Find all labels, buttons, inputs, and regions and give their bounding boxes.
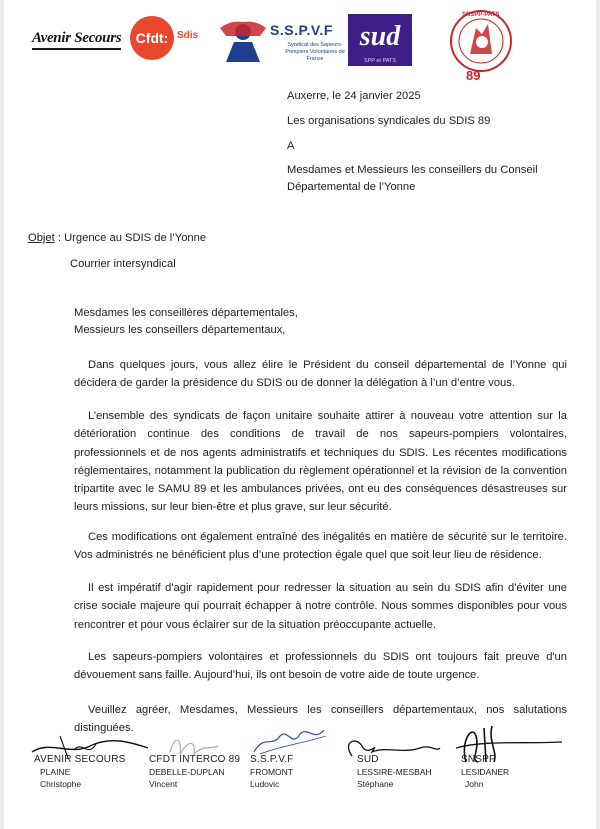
signature-block-sud <box>357 754 432 790</box>
snspp-number: 89 <box>466 68 481 83</box>
sspvf-logo: S.S.P.V.F <box>270 22 333 38</box>
closing-formula: Veuillez agréer, Mesdames, Messieurs les conseillers départementaux, nos salutations distinguées. <box>74 704 567 735</box>
signature-block-avenir <box>34 754 126 790</box>
body-paragraph-3: Ces modifications ont également entraîné des inégalités en matière de sécurité sur le territoire. Vos administrés ne bénéficient plus d’une protection égale quel que soit leur lieu de résidence. <box>74 531 567 562</box>
subject-subtitle: Courrier intersyndical <box>70 258 176 270</box>
body-paragraph-2: L’ensemble des syndicats de façon unitaire souhaite attirer à nouveau votre attention sur la détérioration continue des conditions de travail de nos sapeurs-pompiers volontaires, professionnels et de nos agents administratifs et techniques du SDIS. Les récentes modifications réglementaires, notamment la publication du règlement opérationnel et la révision de la convention tripartite avec le SAMU 89 et les ambulances privées, ont eu des conséquences désastreuses sur leurs missions, sur leur bien-être et plus grave, sur leur sécurité. <box>74 410 567 514</box>
signature-block-sspvf <box>250 754 294 790</box>
cfdt-logo: Cfdt: <box>130 16 174 60</box>
signatory-surname: FROMONT <box>250 767 293 777</box>
signatory-org: CFDT INTERCO 89 <box>149 754 241 765</box>
signatory-firstname: Christophe <box>40 779 82 789</box>
subject-text: : Urgence au SDIS de l’Yonne <box>54 232 207 244</box>
salutation-line-2: Messieurs les conseillers départementaux, <box>74 324 286 336</box>
subject-line <box>28 232 206 244</box>
signatory-org: SUD <box>357 754 379 765</box>
signature-block-cfdt <box>149 754 240 790</box>
signatory-org: S.S.P.V.F <box>250 754 294 765</box>
body-paragraph-5: Les sapeurs-pompiers volontaires et professionnels du SDIS ont toujours fait preuve d'un dévouement sans faille. Aujourd’hui, ils ont besoin de votre aide de toute urgence. <box>74 651 567 682</box>
cfdt-sdis-label: Sdis <box>177 30 199 41</box>
snspp-logo-text: SNSPP-PATS <box>462 12 500 18</box>
signatory-surname: LESIDANER <box>461 767 510 777</box>
sud-subtitle: SPP et PATS <box>363 58 397 64</box>
signature-fromont-scribble <box>250 724 330 758</box>
signatory-surname: PLAINE <box>40 767 71 777</box>
sender: Les organisations syndicales du SDIS 89 <box>287 115 491 127</box>
salutation-line-1: Mesdames les conseillères départementales, <box>74 307 298 319</box>
signatory-org: SNSPP <box>461 754 496 765</box>
place-date: Auxerre, le 24 janvier 2025 <box>287 90 421 102</box>
recipient-line-2: Départemental de l’Yonne <box>287 181 416 193</box>
sspvf-subtitle: Syndicat des Sapeurs-Pompiers Volontaires de France <box>285 42 345 62</box>
body-paragraph-1: Dans quelques jours, vous allez élire le Président du conseil départemental de l’Yonne qui décidera de garder la présidence du SDIS ou de donner la délégation à l’un d’entre vous. <box>74 359 567 390</box>
body-paragraph-4: Il est impératif d'agir rapidement pour redresser la situation au sein du SDIS afin d'éviter une crise sociale majeure qui pourrait échapper à notre contrôle. Nous sommes disponibles pour vous rencontrer et pour vous éclairer sur de la situation préoccupante actuelle. <box>74 582 567 631</box>
avenir-secours-logo: Avenir Secours <box>32 30 121 50</box>
subject-label: Objet <box>28 232 55 244</box>
signature-block-snspp <box>461 754 509 790</box>
letter-page <box>4 0 596 829</box>
signatory-org: AVENIR SECOURS <box>34 754 126 765</box>
signatory-firstname: Ludovic <box>250 779 280 789</box>
to-marker: A <box>287 140 295 152</box>
signatory-surname: DEBELLE-DUPLAN <box>149 767 225 777</box>
signatory-surname: LESSIRE-MESBAH <box>357 767 432 777</box>
sud-logo: sud <box>348 14 412 66</box>
union-logos-bar <box>4 8 596 90</box>
sspvf-firefighter-logo <box>220 18 266 62</box>
signatory-firstname: John <box>465 779 484 789</box>
signatory-firstname: Vincent <box>149 779 178 789</box>
recipient-line-1: Mesdames et Messieurs les conseillers du Conseil <box>287 164 538 176</box>
signatory-firstname: Stéphane <box>357 779 394 789</box>
snspp-emblem-logo <box>450 10 512 72</box>
